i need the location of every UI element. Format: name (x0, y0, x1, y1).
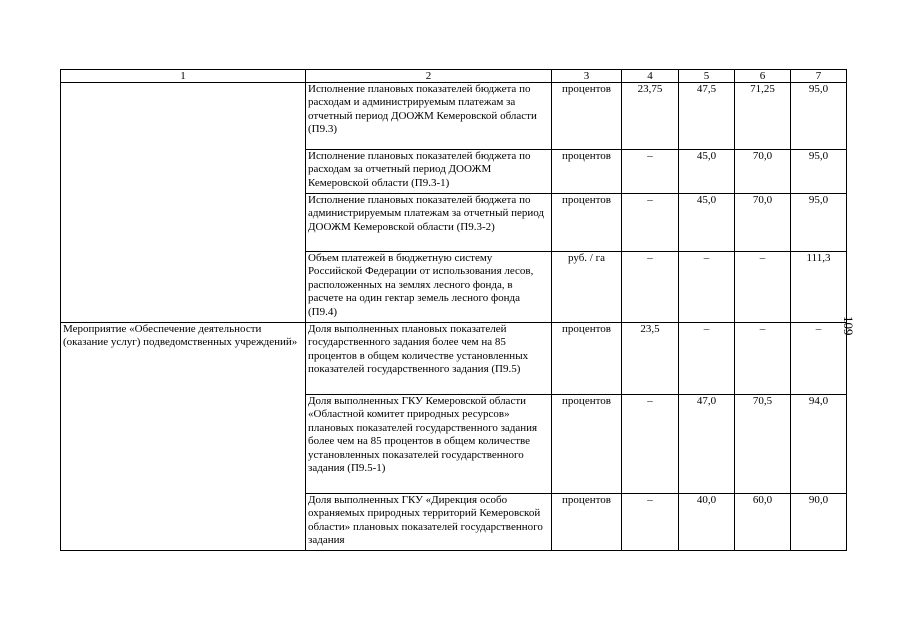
unit-cell: руб. / га (552, 252, 622, 323)
indicator-cell: Объем платежей в бюджетную систему Российской Федерации от использования лесов, расположенных на землях лесного фонда, в расчете на один гектар земель лесного фонда (П9.4) (306, 252, 552, 323)
value-cell: 23,75 (622, 83, 679, 150)
value-cell: – (679, 323, 735, 395)
indicator-cell: Доля выполненных ГКУ Кемеровской области «Областной комитет природных ресурсов» плановых показателей государственного задания более чем на 85 процентов в общем количестве установленных показателей государственного задания (П9.5-1) (306, 395, 552, 494)
value-cell: 71,25 (735, 83, 791, 150)
value-cell: 94,0 (791, 395, 847, 494)
measure-cell (61, 83, 306, 323)
column-number: 2 (306, 70, 552, 83)
value-cell: – (622, 194, 679, 252)
value-cell: 45,0 (679, 194, 735, 252)
indicator-cell: Доля выполненных ГКУ «Дирекция особо охраняемых природных территорий Кемеровской области» плановых показателей государственного задания (306, 494, 552, 551)
table-row (61, 83, 847, 150)
unit-cell: процентов (552, 323, 622, 395)
value-cell: – (735, 252, 791, 323)
column-number: 4 (622, 70, 679, 83)
column-number: 6 (735, 70, 791, 83)
value-cell: – (622, 395, 679, 494)
column-number: 1 (61, 70, 306, 83)
unit-cell: процентов (552, 494, 622, 551)
unit-cell: процентов (552, 83, 622, 150)
table-row (61, 323, 847, 395)
value-cell: 95,0 (791, 83, 847, 150)
page-number: 109 (841, 316, 856, 336)
indicator-cell: Доля выполненных плановых показателей государственного задания более чем на 85 процентов в общем количестве установленных показателей государственного задания (П9.5) (306, 323, 552, 395)
column-number-row (61, 70, 847, 83)
value-cell: 60,0 (735, 494, 791, 551)
indicators-table (60, 69, 847, 551)
value-cell: – (622, 252, 679, 323)
value-cell: 23,5 (622, 323, 679, 395)
column-number: 7 (791, 70, 847, 83)
indicator-cell: Исполнение плановых показателей бюджета по расходам и администрируемым платежам за отчетный период ДООЖМ Кемеровской области (П9.3) (306, 83, 552, 150)
value-cell: – (622, 150, 679, 194)
column-number: 5 (679, 70, 735, 83)
unit-cell: процентов (552, 395, 622, 494)
unit-cell: процентов (552, 150, 622, 194)
value-cell: 90,0 (791, 494, 847, 551)
column-number: 3 (552, 70, 622, 83)
value-cell: 70,0 (735, 150, 791, 194)
value-cell: 111,3 (791, 252, 847, 323)
value-cell: 95,0 (791, 194, 847, 252)
value-cell: 70,5 (735, 395, 791, 494)
value-cell: 95,0 (791, 150, 847, 194)
value-cell: 45,0 (679, 150, 735, 194)
value-cell: 70,0 (735, 194, 791, 252)
value-cell: 47,0 (679, 395, 735, 494)
measure-cell: Мероприятие «Обеспечение деятельности (оказание услуг) подведомственных учреждений» (61, 323, 306, 551)
value-cell: – (735, 323, 791, 395)
value-cell: 47,5 (679, 83, 735, 150)
value-cell: 40,0 (679, 494, 735, 551)
value-cell: – (791, 323, 847, 395)
value-cell: – (622, 494, 679, 551)
value-cell: – (679, 252, 735, 323)
indicator-cell: Исполнение плановых показателей бюджета по администрируемым платежам за отчетный период ДООЖМ Кемеровской области (П9.3-2) (306, 194, 552, 252)
indicator-cell: Исполнение плановых показателей бюджета по расходам за отчетный период ДООЖМ Кемеровской области (П9.3-1) (306, 150, 552, 194)
unit-cell: процентов (552, 194, 622, 252)
